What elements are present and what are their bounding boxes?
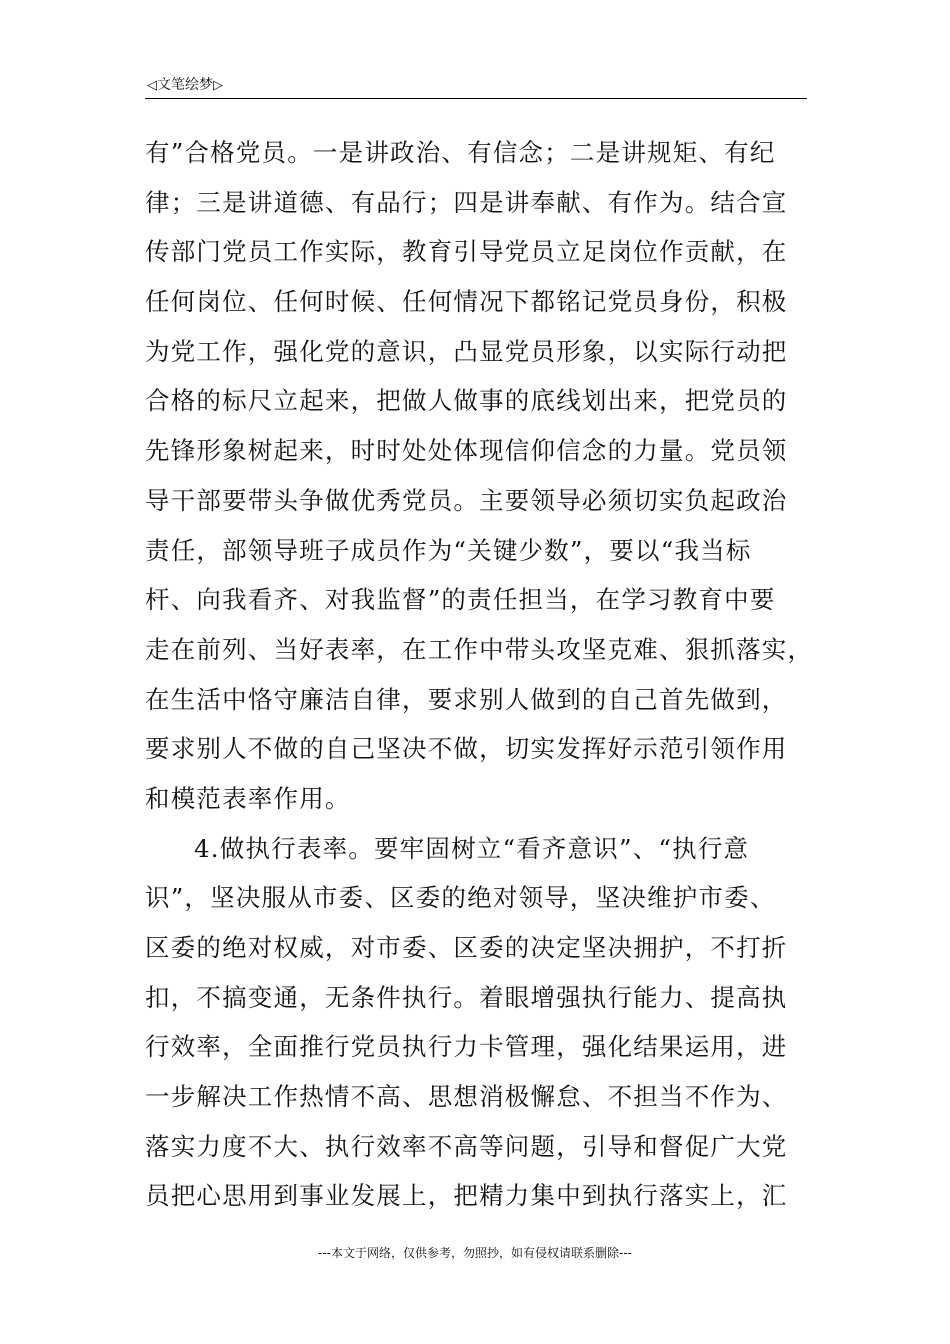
page-header: [147, 74, 807, 98]
text-line: 责任，部领导班子成员作为“关键少数”，要以“我当标: [145, 535, 752, 565]
header-rule: [145, 98, 807, 99]
paragraph-4-heading-line: 4.做执行表率。要牢固树立“看齐意识”、“执行意: [194, 833, 750, 863]
text-line: 走在前列、当好表率，在工作中带头攻坚克难、狠抓落实，: [145, 634, 814, 664]
text-line: 有”合格党员。一是讲政治、有信念；二是讲规矩、有纪: [145, 138, 776, 167]
text-line: 行效率，全面推行党员执行力卡管理，强化结果运用，进: [145, 1032, 788, 1062]
text-line: 一步解决工作热情不高、思想消极懈怠、不担当不作为、: [145, 1082, 788, 1112]
footer-notice: ---本文于网络，仅供参考，勿照抄，如有侵权请联系删除---: [318, 1246, 632, 1260]
text-line: 为党工作，强化党的意识，凸显党员形象，以实际行动把: [145, 336, 788, 366]
text-line: 在生活中恪守廉洁自律，要求别人做到的自己首先做到，: [145, 684, 788, 714]
text-line: 先锋形象树起来，时时处处体现信仰信念的力量。党员领: [145, 436, 788, 466]
text-line: 识”，坚决服从市委、区委的绝对领导，坚决维护市委、: [145, 883, 776, 913]
document-body: [145, 128, 814, 1221]
text-line: 合格的标尺立起来，把做人做事的底线划出来，把党员的: [145, 386, 788, 416]
text-line: 传部门党员工作实际，教育引导党员立足岗位作贡献，在: [145, 237, 788, 267]
text-line: 要求别人不做的自己坚决不做，切实发挥好示范引领作用: [145, 734, 788, 764]
left-arrow-icon: ◁: [147, 78, 157, 93]
header-title: 文笔绘梦: [157, 77, 213, 93]
text-line: 扣，不搞变通，无条件执行。着眼增强执行能力、提高执: [145, 982, 788, 1012]
text-line: 和模范表率作用。: [145, 783, 351, 813]
text-line: 员把心思用到事业发展上，把精力集中到执行落实上，汇: [145, 1181, 788, 1211]
text-line: 杆、向我看齐、对我监督”的责任担当，在学习教育中要: [145, 585, 776, 615]
text-line: 律；三是讲道德、有品行；四是讲奉献、有作为。结合宣: [145, 187, 788, 217]
text-line: 区委的绝对权威，对市委、区委的决定坚决拥护，不打折: [145, 933, 788, 962]
right-arrow-icon: ▷: [213, 78, 223, 93]
text-line: 落实力度不大、执行效率不高等问题，引导和督促广大党: [145, 1131, 788, 1161]
text-line: 导干部要带头争做优秀党员。主要领导必须切实负起政治: [145, 485, 788, 515]
text-line: 任何岗位、任何时候、任何情况下都铭记党员身份，积极: [145, 287, 788, 317]
